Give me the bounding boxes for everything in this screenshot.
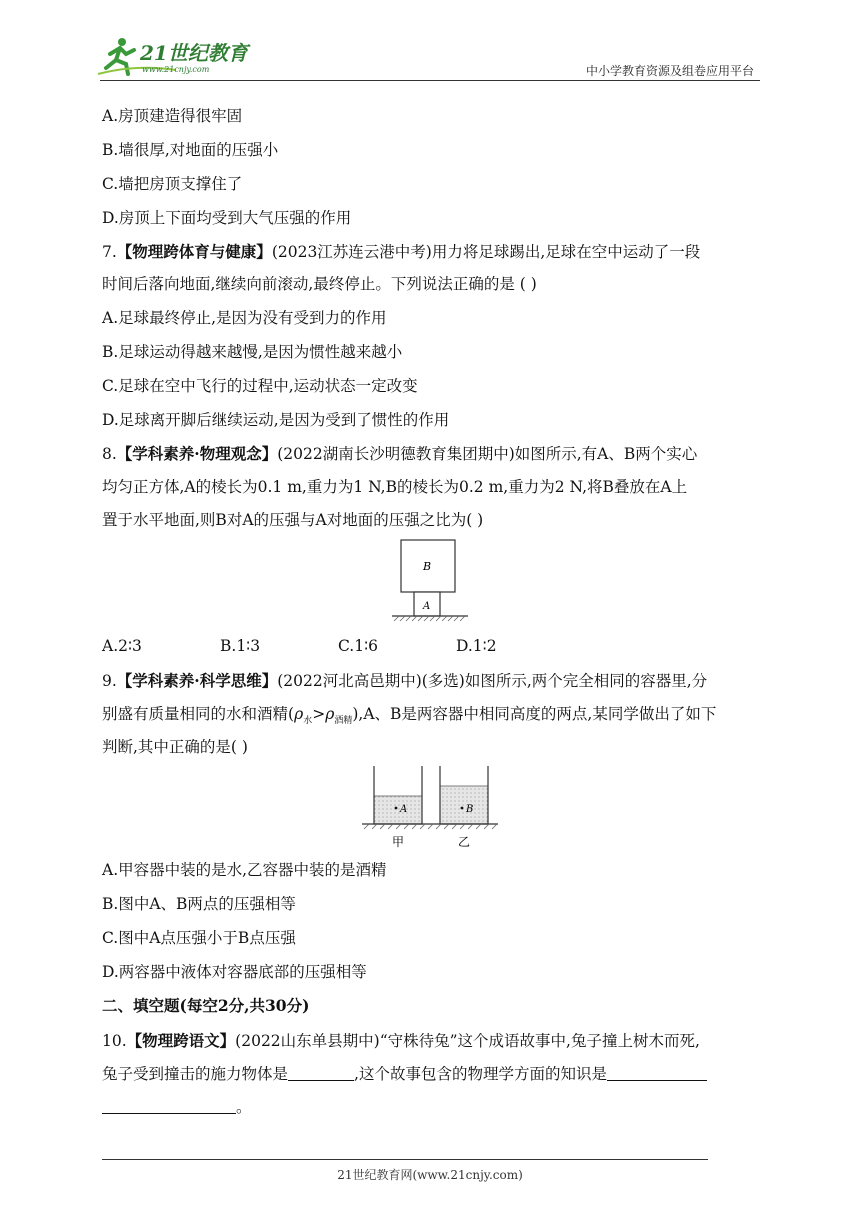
q6-option-d: D.房顶上下面均受到大气压强的作用 <box>102 209 352 227</box>
q9-tag: 【学科素养·科学思维】 <box>116 671 278 690</box>
point-a-label: A <box>400 804 408 815</box>
platform-name: 中小学教育资源及组卷应用平台 <box>585 64 754 78</box>
logo-text: 21世纪教育 <box>140 41 248 65</box>
q9-option-c: C.图中A点压强小于B点压强 <box>102 929 296 947</box>
answer-blank-2[interactable] <box>607 1064 707 1081</box>
q9-option-b: B.图中A、B两点的压强相等 <box>102 895 296 913</box>
sub-alcohol: 酒精 <box>334 716 353 727</box>
answer-blank-2-cont[interactable] <box>102 1097 236 1114</box>
q8-stem-line3: 置于水平地面,则B对A的压强与A对地面的压强之比为( ) <box>102 511 484 529</box>
q8-tag: 【学科素养·物理观念】 <box>116 444 278 463</box>
q8-figure-stacked-cubes <box>392 538 468 622</box>
q8-number: 8. <box>102 445 117 463</box>
q10-stem-line3 <box>102 1097 252 1117</box>
label-yi: 乙 <box>458 835 471 849</box>
q10-text3-end: 。 <box>236 1098 252 1116</box>
rho-water: ρ <box>294 705 304 723</box>
rho-alcohol: ρ <box>325 705 335 723</box>
q8-option-c: C.1∶6 <box>338 637 378 655</box>
q7-option-c: C.足球在空中飞行的过程中,运动状态一定改变 <box>102 377 418 395</box>
q6-option-c: C.墙把房顶支撑住了 <box>102 175 243 193</box>
q7-stem-line1 <box>102 242 700 262</box>
q8-option-a: A.2∶3 <box>102 637 142 655</box>
q8-text1: (2022湖南长沙明德教育集团期中)如图所示,有A、B两个实心 <box>277 445 698 463</box>
header-divider <box>100 80 760 81</box>
q10-stem-line1 <box>102 1031 700 1051</box>
liquid-water <box>374 796 422 824</box>
section-title <box>102 996 309 1016</box>
q7-option-a: A.足球最终停止,是因为没有受到力的作用 <box>102 309 387 327</box>
q9-text1: (2022河北高邑期中)(多选)如图所示,两个完全相同的容器里,分 <box>277 672 708 690</box>
footer-divider <box>102 1159 708 1160</box>
q9-figure-containers <box>362 764 498 852</box>
site-logo <box>96 34 256 78</box>
point-b-label: B <box>466 804 474 815</box>
q10-text2-mid: ,这个故事包含的物理学方面的知识是 <box>354 1065 607 1083</box>
answer-blank-1[interactable] <box>288 1064 354 1081</box>
q9-number: 9. <box>102 672 117 690</box>
q9-option-d: D.两容器中液体对容器底部的压强相等 <box>102 963 367 981</box>
q10-number: 10. <box>102 1032 127 1050</box>
q9-stem-line3: 判断,其中正确的是( ) <box>102 738 248 756</box>
cube-a-label: A <box>423 601 431 612</box>
logo-url: www.21cnjy.com <box>142 65 210 74</box>
q7-number: 7. <box>102 243 117 261</box>
sub-water: 水 <box>303 716 313 727</box>
ground-hatch <box>394 616 465 621</box>
q10-text1: (2022山东单县期中)“守株待兔”这个成语故事中,兔子撞上树木而死, <box>235 1032 700 1050</box>
section-title-text: 二、填空题(每空2分,共30分) <box>102 996 310 1015</box>
label-jia: 甲 <box>392 835 405 849</box>
q10-stem-line2 <box>102 1064 707 1084</box>
q8-option-b: B.1∶3 <box>220 637 261 655</box>
q7-text1: (2023江苏连云港中考)用力将足球踢出,足球在空中运动了一段 <box>271 243 701 261</box>
q8-options <box>102 636 497 656</box>
q9-text2-pre: 别盛有质量相同的水和酒精( <box>102 705 295 723</box>
q10-tag: 【物理跨语文】 <box>126 1031 236 1050</box>
q9-text2-post: ),A、B是两容器中相同高度的两点,某同学做出了如下 <box>352 705 717 723</box>
liquid-alcohol <box>440 786 488 824</box>
q9-option-a: A.甲容器中装的是水,乙容器中装的是酒精 <box>102 861 387 879</box>
q6-option-b: B.墙很厚,对地面的压强小 <box>102 141 279 159</box>
greater-than: > <box>312 705 326 723</box>
q7-option-b: B.足球运动得越来越慢,是因为惯性越来越小 <box>102 343 403 361</box>
q8-option-d: D.1∶2 <box>456 637 497 655</box>
q9-stem-line2 <box>102 704 716 731</box>
q10-text2-pre: 兔子受到撞击的施力物体是 <box>102 1065 289 1083</box>
cube-b-label: B <box>423 560 432 573</box>
footer-text: 21世纪教育网(www.21cnjy.com) <box>337 1168 523 1182</box>
ground-hatch <box>364 824 497 829</box>
q9-stem-line1 <box>102 671 707 691</box>
q8-stem-line1 <box>102 444 697 464</box>
q7-stem-line2: 时间后落向地面,继续向前滚动,最终停止。下列说法正确的是 ( ) <box>102 275 537 293</box>
q7-tag: 【物理跨体育与健康】 <box>116 242 272 261</box>
q8-stem-line2: 均匀正方体,A的棱长为0.1 m,重力为1 N,B的棱长为0.2 m,重力为2 N,将B叠放在A上 <box>102 478 688 496</box>
q6-option-a: A.房顶建造得很牢固 <box>102 107 243 125</box>
q7-option-d: D.足球离开脚后继续运动,是因为受到了惯性的作用 <box>102 411 450 429</box>
